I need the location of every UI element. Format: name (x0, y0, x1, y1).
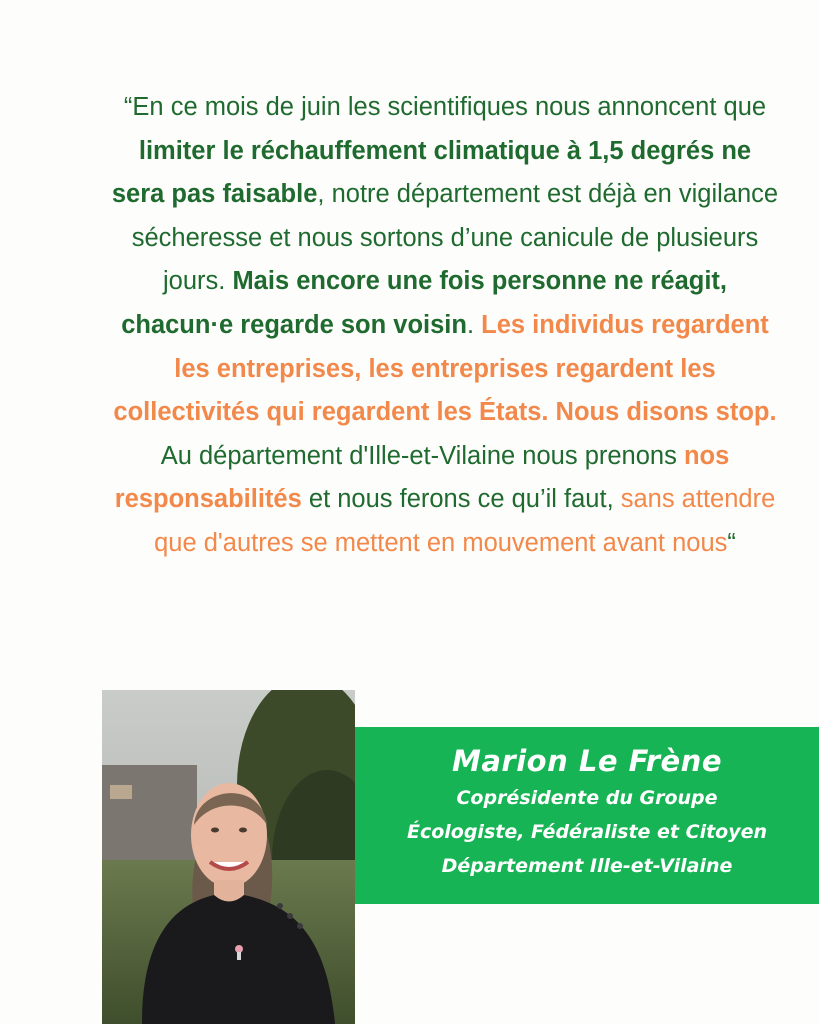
quote-text (110, 86, 780, 566)
quote-segment: limiter le réchauffement climatique à 1,5 degrés ne sera pas faisable (111, 136, 752, 209)
quote-segment: Mais encore une fois personne ne réagit, chacun·e regarde son voisin (121, 267, 727, 339)
quote-segment: nos responsabilités (114, 441, 730, 514)
portrait-photo (102, 690, 355, 1024)
quote-segment: Les individus regardent les entreprises, les entreprises regardent les collectivités qui regardent les États. Nous disons stop. (113, 310, 777, 427)
quote-segment: sans attendre que d'autres se mettent en mouvement avant nous (154, 485, 776, 557)
quote-segment: et nous ferons ce qu’il faut, (301, 485, 621, 514)
person-role-line-2: Écologiste, Fédéraliste et Citoyen (406, 821, 768, 843)
person-name: Marion Le Frène (452, 744, 722, 778)
person-role-line-1: Coprésidente du Groupe (456, 787, 718, 809)
quote-segment: . (466, 310, 482, 339)
quote-segment: Au département d'Ille-et-Vilaine nous prenons (160, 441, 684, 470)
quote-segment: “ (727, 528, 736, 557)
name-caption-box (355, 727, 819, 904)
quote-segment: , notre département est déjà en vigilance sécheresse et nous sortons d’une canicule de plusieurs jours. (131, 180, 779, 296)
quote-segment: “En ce mois de juin les scientifiques nous annoncent que (123, 93, 767, 121)
person-role-line-3: Département Ille-et-Vilaine (441, 855, 733, 877)
